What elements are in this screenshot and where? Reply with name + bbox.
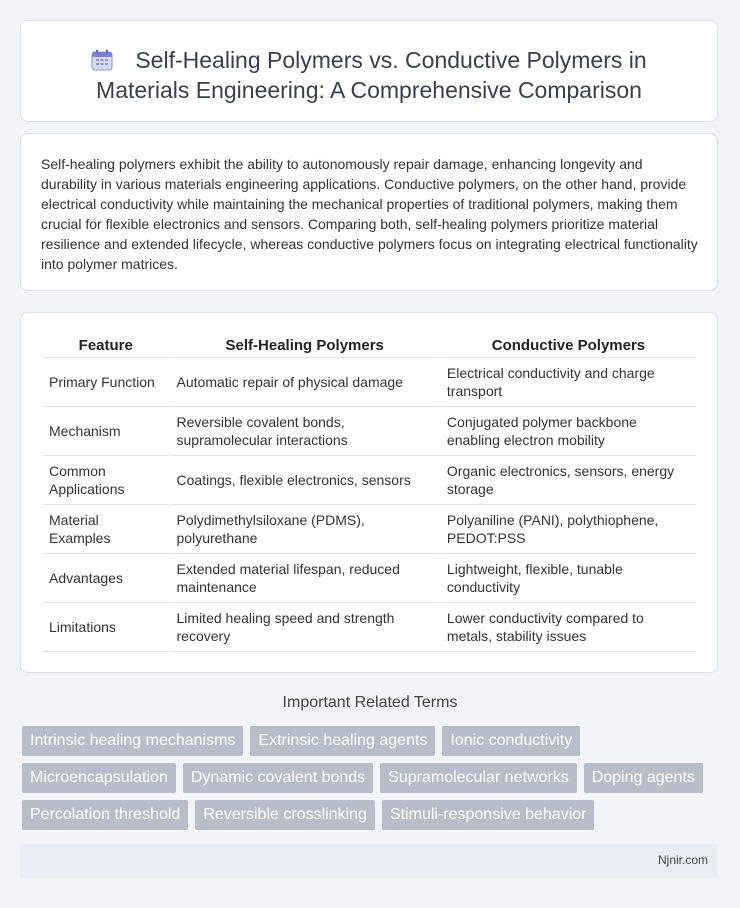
table-cell: Organic electronics, sensors, energy storage: [441, 456, 696, 505]
table-cell: Lightweight, flexible, tunable conductivity: [441, 554, 696, 603]
footer: [20, 844, 718, 878]
table-header-row: [43, 333, 696, 358]
table-cell: Material Examples: [43, 505, 169, 554]
intro-paragraph: Self-healing polymers exhibit the ability to autonomously repair damage, enhancing longevity and durability in various materials engineering applications. Conductive polymers, on the other hand, provide electrical conductivity while maintaining the mechanical properties of traditional polymers, making them crucial for flexible electronics and sensors. Comparing both, self-healing polymers prioritize material resilience and extended lifecycle, whereas conductive polymers focus on integrating electrical functionality into polymer matrices.: [41, 156, 698, 272]
table-row: [43, 505, 696, 554]
table-cell: Polydimethylsiloxane (PDMS), polyurethane: [171, 505, 439, 554]
table-cell: Extended material lifespan, reduced maintenance: [171, 554, 439, 603]
related-term-tag[interactable]: Extrinsic healing agents: [250, 726, 435, 756]
title-line-2: Materials Engineering: A Comprehensive Comparison: [96, 77, 642, 103]
related-term-tag[interactable]: Reversible crosslinking: [195, 800, 375, 830]
table-row: [43, 358, 696, 407]
related-term-tag[interactable]: Ionic conductivity: [442, 726, 580, 756]
table-cell: Limited healing speed and strength recovery: [171, 603, 439, 652]
table-cell: Lower conductivity compared to metals, stability issues: [441, 603, 696, 652]
title-card: [20, 20, 718, 122]
table-row: [43, 603, 696, 652]
table-cell: Electrical conductivity and charge transport: [441, 358, 696, 407]
related-terms-title: Important Related Terms: [282, 694, 458, 711]
related-terms-list: [22, 726, 712, 830]
table-cell: Primary Function: [43, 358, 169, 407]
title-line-1: Self-Healing Polymers vs. Conductive Polymers in: [135, 47, 647, 73]
header-feature: Feature: [43, 333, 169, 358]
table-cell: Mechanism: [43, 407, 169, 456]
related-term-tag[interactable]: Percolation threshold: [22, 800, 188, 830]
page-title: [21, 45, 717, 105]
related-term-tag[interactable]: Stimuli-responsive behavior: [382, 800, 595, 830]
intro-card: [20, 133, 718, 291]
related-term-tag[interactable]: Intrinsic healing mechanisms: [22, 726, 243, 756]
comparison-table: [41, 333, 698, 652]
table-cell: Reversible covalent bonds, supramolecular interactions: [171, 407, 439, 456]
comparison-table-card: [20, 312, 718, 673]
table-cell: Limitations: [43, 603, 169, 652]
table-cell: Polyaniline (PANI), polythiophene, PEDOT:PSS: [441, 505, 696, 554]
table-row: [43, 456, 696, 505]
related-term-tag[interactable]: Supramolecular networks: [380, 763, 577, 793]
footer-site-link[interactable]: Njnir.com: [657, 853, 708, 867]
calendar-icon: [91, 49, 113, 71]
header-self-healing: Self-Healing Polymers: [171, 333, 439, 358]
related-term-tag[interactable]: Microencapsulation: [22, 763, 176, 793]
table-cell: Common Applications: [43, 456, 169, 505]
table-row: [43, 407, 696, 456]
table-cell: Automatic repair of physical damage: [171, 358, 439, 407]
table-row: [43, 554, 696, 603]
related-term-tag[interactable]: Dynamic covalent bonds: [183, 763, 373, 793]
table-cell: Coatings, flexible electronics, sensors: [171, 456, 439, 505]
table-cell: Conjugated polymer backbone enabling electron mobility: [441, 407, 696, 456]
related-term-tag[interactable]: Doping agents: [584, 763, 703, 793]
header-conductive: Conductive Polymers: [441, 333, 696, 358]
table-cell: Advantages: [43, 554, 169, 603]
